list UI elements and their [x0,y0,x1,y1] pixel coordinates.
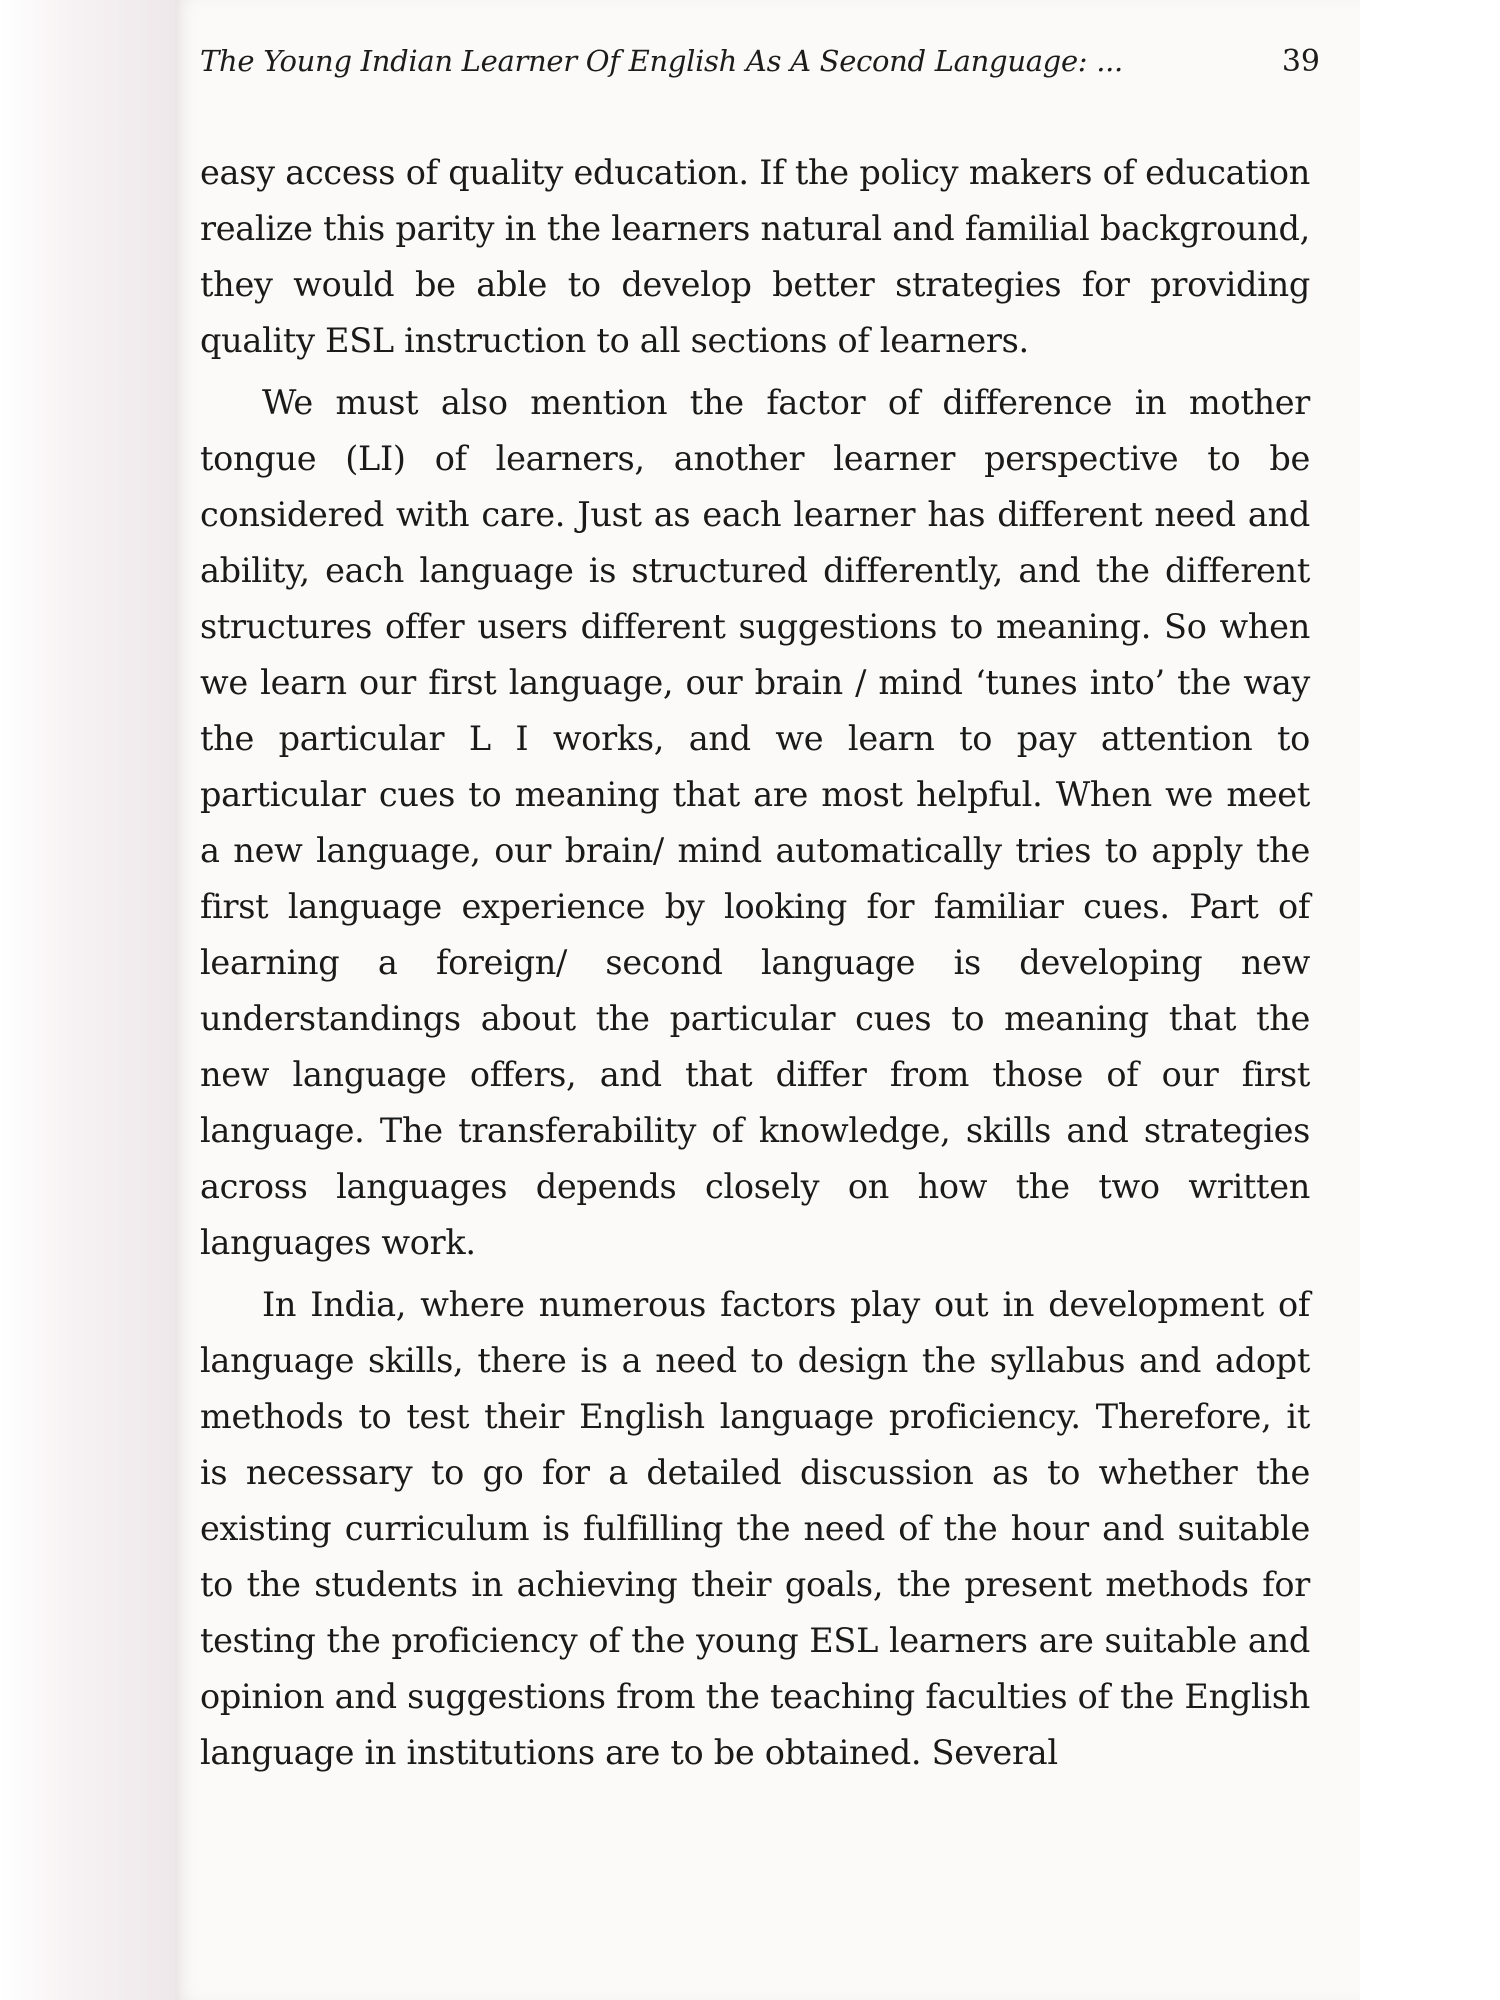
running-title: The Young Indian Learner Of English As A Second Language: ... [200,44,1123,78]
paragraph-continuation: easy access of quality education. If the policy makers of education realize this parity in the learners natural and familial background, they would be able to develop better strategies for providing quality ESL instruction to all sections of learners. [200,153,1310,360]
running-header [200,44,1320,94]
body-text [200,145,1310,1781]
paragraph-mother-tongue: We must also mention the factor of difference in mother tongue (LI) of learners, another learner perspective to be considered with care. Just as each learner has different need and ability, each language is structured differently, and the different structures offer users different suggestions to meaning. So when we learn our first language, our brain / mind ‘tunes into’ the way the particular L I works, and we learn to pay attention to particular cues to meaning that are most helpful. When we meet a new language, our brain/ mind automatically tries to apply the first language experience by looking for familiar cues. Part of learning a foreign/ second language is developing new understandings about the particular cues to meaning that the new language offers, and that differ from those of our first language. The transferability of knowledge, skills and strategies across languages depends closely on how the two written languages work. [200,383,1310,1262]
paragraph-india: In India, where numerous factors play out in development of language skills, there is a need to design the syllabus and adopt methods to test their English language proficiency. Therefore, it is necessary to go for a detailed discussion as to whether the existing curriculum is fulfilling the need of the hour and suitable to the students in achieving their goals, the present methods for testing the proficiency of the young ESL learners are suitable and opinion and suggestions from the teaching faculties of the English language in institutions are to be obtained. Several [200,1285,1310,1772]
page-gutter-shadow [0,0,175,2000]
page-number: 39 [1281,44,1320,79]
